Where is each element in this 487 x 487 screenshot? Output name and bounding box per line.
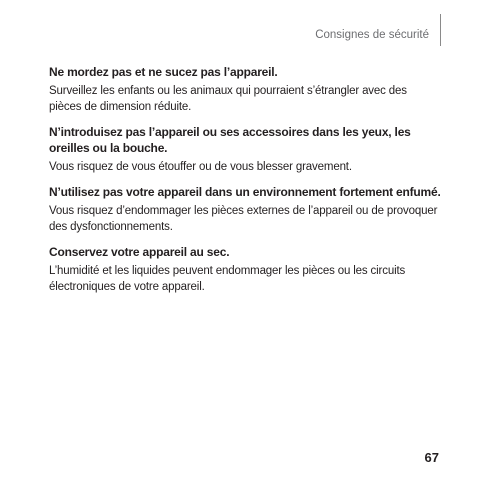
safety-heading: Ne mordez pas et ne sucez pas l’appareil. — [49, 65, 278, 79]
safety-heading: N’introduisez pas l’appareil ou ses accessoires dans les yeux, les oreilles ou la bouche. — [49, 125, 411, 155]
safety-body: L’humidité et les liquides peuvent endommager les pièces ou les circuits électroniques de votre appareil. — [49, 265, 406, 293]
safety-item-dry — [49, 244, 441, 295]
safety-item-bite — [49, 64, 441, 115]
page-number: 67 — [424, 450, 439, 465]
section-title: Consignes de sécurité — [315, 29, 429, 41]
safety-body: Vous risquez de vous étouffer ou de vous blesser gravement. — [49, 161, 352, 173]
safety-body: Vous risquez d’endommager les pièces externes de l’appareil ou de provoquer des dysfonctionnements. — [49, 205, 438, 233]
safety-heading: Conservez votre appareil au sec. — [49, 245, 230, 259]
safety-item-insert — [49, 124, 441, 175]
safety-heading: N’utilisez pas votre appareil dans un environnement fortement enfumé. — [49, 185, 441, 199]
header-divider — [440, 14, 441, 46]
page-content — [49, 64, 441, 304]
safety-body: Surveillez les enfants ou les animaux qui pourraient s’étrangler avec des pièces de dimension réduite. — [49, 85, 407, 113]
safety-item-smoke — [49, 184, 441, 235]
